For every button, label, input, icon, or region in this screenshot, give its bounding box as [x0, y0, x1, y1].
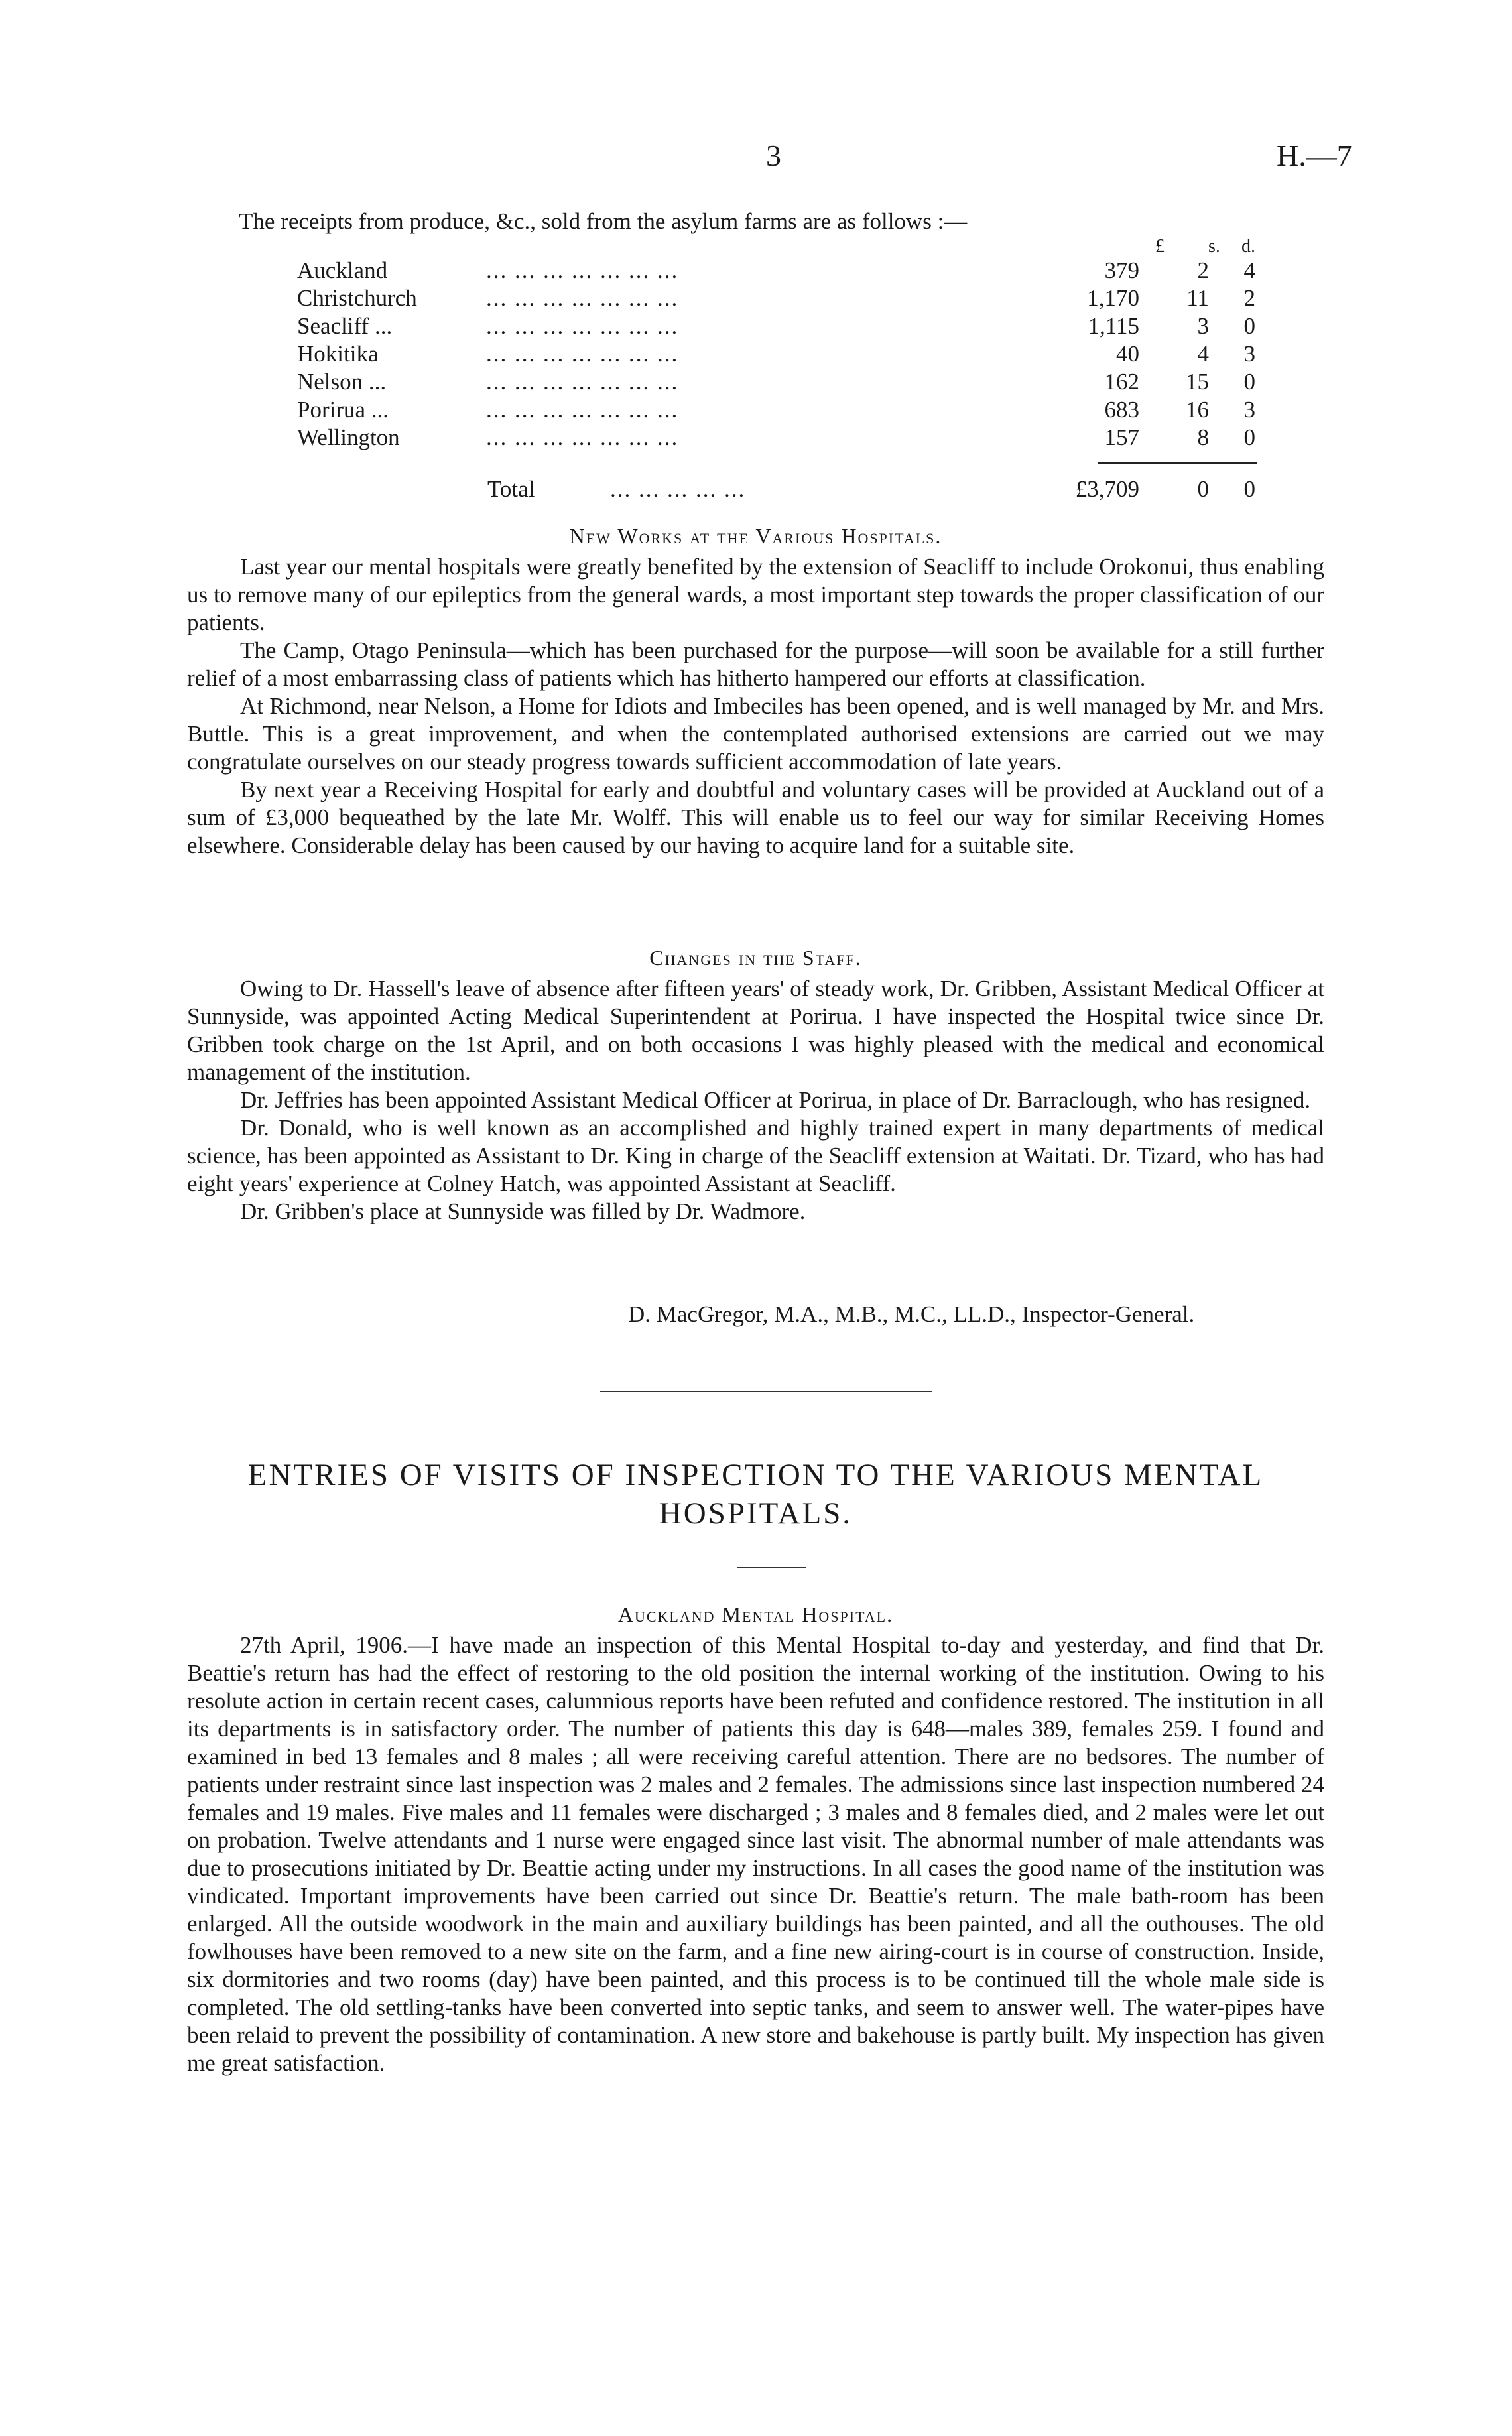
entries-title: ENTRIES OF VISITS OF INSPECTION TO THE VARIOUS MENTAL HOSPITALS. [247, 1458, 1264, 1531]
amount-pounds: 379 [1104, 257, 1139, 283]
amount-pence: 0 [1243, 369, 1255, 395]
section-divider [600, 1391, 932, 1392]
amount-pence: 0 [1243, 424, 1255, 450]
hospital-name: Porirua ... [297, 397, 389, 422]
hospital-name: Christchurch [297, 285, 417, 311]
paragraph: Owing to Dr. Hassell's leave of absence after fifteen years' of steady work, Dr. Gribben, Assistant Medical Officer at Sunnyside, was appointed Acting Medical Superintendent at Porirua. I have inspected the Hospital twice since Dr. Gribben took charge on the 1st April, and on both occasions I was highly pleased with the medical and economical management of the institution. [187, 976, 1324, 1085]
total-shillings: 0 [1197, 476, 1209, 502]
leader-dots: ... ... ... ... ... ... ... [486, 285, 679, 311]
paragraph: 27th April, 1906.—I have made an inspection of this Mental Hospital to-day and yesterday, and find that Dr. Beattie's return has had the effect of restoring to the old position the internal working of the institution. Owing to his resolute action in certain recent cases, calumnious reports have been refuted and confidence restored. The institution in all its departments is in satisfactory order. The number of patients this day is 648—males 389, females 259. I found and examined in bed 13 females and 8 males ; all were receiving careful attention. There are no bedsores. The number of patients under restraint since last inspection was 2 males and 2 females. The admissions since last inspection numbered 24 females and 19 males. Five males and 11 females were discharged ; 3 males and 8 females died, and 2 males were let out on probation. Twelve attendants and 1 nurse were engaged since last visit. The abnormal number of male attendants was due to prosecutions initiated by Dr. Beattie acting under my instructions. In all cases the good name of the institution was vindicated. Important improvements have been carried out since Dr. Beattie's return. The male bath-room has been enlarged. All the outside woodwork in the main and auxiliary buildings has been painted, and all the outhouses. The old fowlhouses have been removed to a new site on the farm, and a fine new airing-court is in course of construction. Inside, six dormitories and two rooms (day) have been painted, and this process is to be continued till the whole male side is completed. The old settling-tanks have been converted into septic tanks, and seem to answer well. The water-pipes have been relaid to prevent the possibility of contamination. A new store and bakehouse is partly built. My inspection has given me great satisfaction. [187, 1632, 1324, 2076]
leader-dots: ... ... ... ... ... ... ... [486, 369, 679, 395]
leader-dots: ... ... ... ... ... ... ... [486, 341, 679, 367]
amount-pounds: 162 [1104, 369, 1139, 395]
new-works-heading: New Works at the Various Hospitals. [569, 524, 942, 548]
paragraph: Dr. Donald, who is well known as an accomplished and highly trained expert in many departments of medical science, has been appointed as Assistant to Dr. King in charge of the Seacliff extension at Waitati. Dr. Tizard, who has had eight years' experience at Colney Hatch, was appointed Assistant at Seacliff. [187, 1115, 1324, 1196]
leader-dots: ... ... ... ... ... ... ... [486, 257, 679, 283]
amount-pence: 3 [1243, 341, 1255, 367]
amount-pounds: 683 [1104, 397, 1139, 422]
paragraph: By next year a Receiving Hospital for early and doubtful and voluntary cases will be provided at Auckland out of a sum of £3,000 bequeathed by the late Mr. Wolff. This will enable us to feel our way for similar Receiving Homes elsewhere. Considerable delay has been caused by our having to acquire land for a suitable site. [187, 777, 1324, 858]
shillings-column-head: s. [1208, 236, 1220, 257]
receipts-row [297, 397, 1265, 424]
document-code: H.—7 [1277, 139, 1352, 172]
hospital-name: Hokitika [297, 341, 379, 367]
hospital-name: Auckland [297, 257, 388, 283]
auckland-heading: Auckland Mental Hospital. [617, 1602, 894, 1626]
leader-dots: ... ... ... ... ... ... ... [486, 424, 679, 450]
amount-pence: 2 [1243, 285, 1255, 311]
amount-pence: 3 [1243, 397, 1255, 422]
receipts-row [297, 313, 1265, 341]
total-pounds: £3,709 [1075, 476, 1139, 502]
auckland-entry [187, 1632, 1324, 2077]
amount-pounds: 157 [1104, 424, 1139, 450]
total-label: Total [487, 476, 535, 502]
title-divider [737, 1567, 806, 1568]
receipts-row [297, 285, 1265, 313]
amount-pounds: 1,115 [1088, 313, 1139, 339]
paragraph: The Camp, Otago Peninsula—which has been purchased for the purpose—will soon be available for a still further relief of a most embarrassing class of patients which has hitherto hampered our efforts at classification. [187, 637, 1324, 691]
leader-dots: ... ... ... ... ... ... ... [486, 397, 679, 422]
hospital-name: Wellington [297, 424, 400, 450]
leader-dots: ... ... ... ... ... [610, 476, 746, 502]
page-number: 3 [766, 139, 781, 172]
amount-pounds: 1,170 [1087, 285, 1139, 311]
amount-shillings: 16 [1186, 397, 1209, 422]
new-works-section [187, 553, 1324, 860]
paragraph: At Richmond, near Nelson, a Home for Idiots and Imbeciles has been opened, and is well managed by Mr. and Mrs. Buttle. This is a great improvement, and when the contemplated authorised extensions are carried out we may congratulate ourselves on our steady progress towards sufficient accommodation of late years. [187, 693, 1324, 775]
pence-column-head: d. [1241, 236, 1255, 257]
amount-shillings: 11 [1186, 285, 1209, 311]
receipts-intro: The receipts from produce, &c., sold from the asylum farms are as follows :— [239, 208, 968, 234]
amount-pounds: 40 [1116, 341, 1139, 367]
total-pence: 0 [1243, 476, 1255, 502]
amount-shillings: 4 [1197, 341, 1209, 367]
receipts-row [297, 257, 1265, 285]
hospital-name: Nelson ... [297, 369, 387, 395]
receipts-row [297, 341, 1265, 369]
paragraph: Dr. Gribben's place at Sunnyside was filled by Dr. Wadmore. [240, 1198, 806, 1224]
amount-shillings: 2 [1197, 257, 1209, 283]
amount-pence: 4 [1243, 257, 1255, 283]
staff-changes-heading: Changes in the Staff. [649, 946, 862, 970]
leader-dots: ... ... ... ... ... ... ... [486, 313, 679, 339]
pounds-column-head: £ [1155, 236, 1165, 257]
amount-shillings: 8 [1197, 424, 1209, 450]
receipts-row [297, 424, 1265, 452]
paragraph: Dr. Jeffries has been appointed Assistant Medical Officer at Porirua, in place of Dr. Barraclough, who has resigned. [240, 1087, 1311, 1113]
amount-pence: 0 [1243, 313, 1255, 339]
receipts-row [297, 369, 1265, 397]
amount-shillings: 3 [1197, 313, 1209, 339]
signature: D. MacGregor, M.A., M.B., M.C., LL.D., Inspector-General. [628, 1301, 1195, 1327]
staff-changes-section [187, 975, 1324, 1226]
total-row [487, 476, 1265, 504]
paragraph: Last year our mental hospitals were greatly benefited by the extension of Seacliff to include Orokonui, thus enabling us to remove many of our epileptics from the general wards, a most important step towards the proper classification of our patients. [187, 554, 1324, 635]
total-rule [1098, 462, 1257, 464]
amount-shillings: 15 [1186, 369, 1209, 395]
hospital-name: Seacliff ... [297, 313, 393, 339]
